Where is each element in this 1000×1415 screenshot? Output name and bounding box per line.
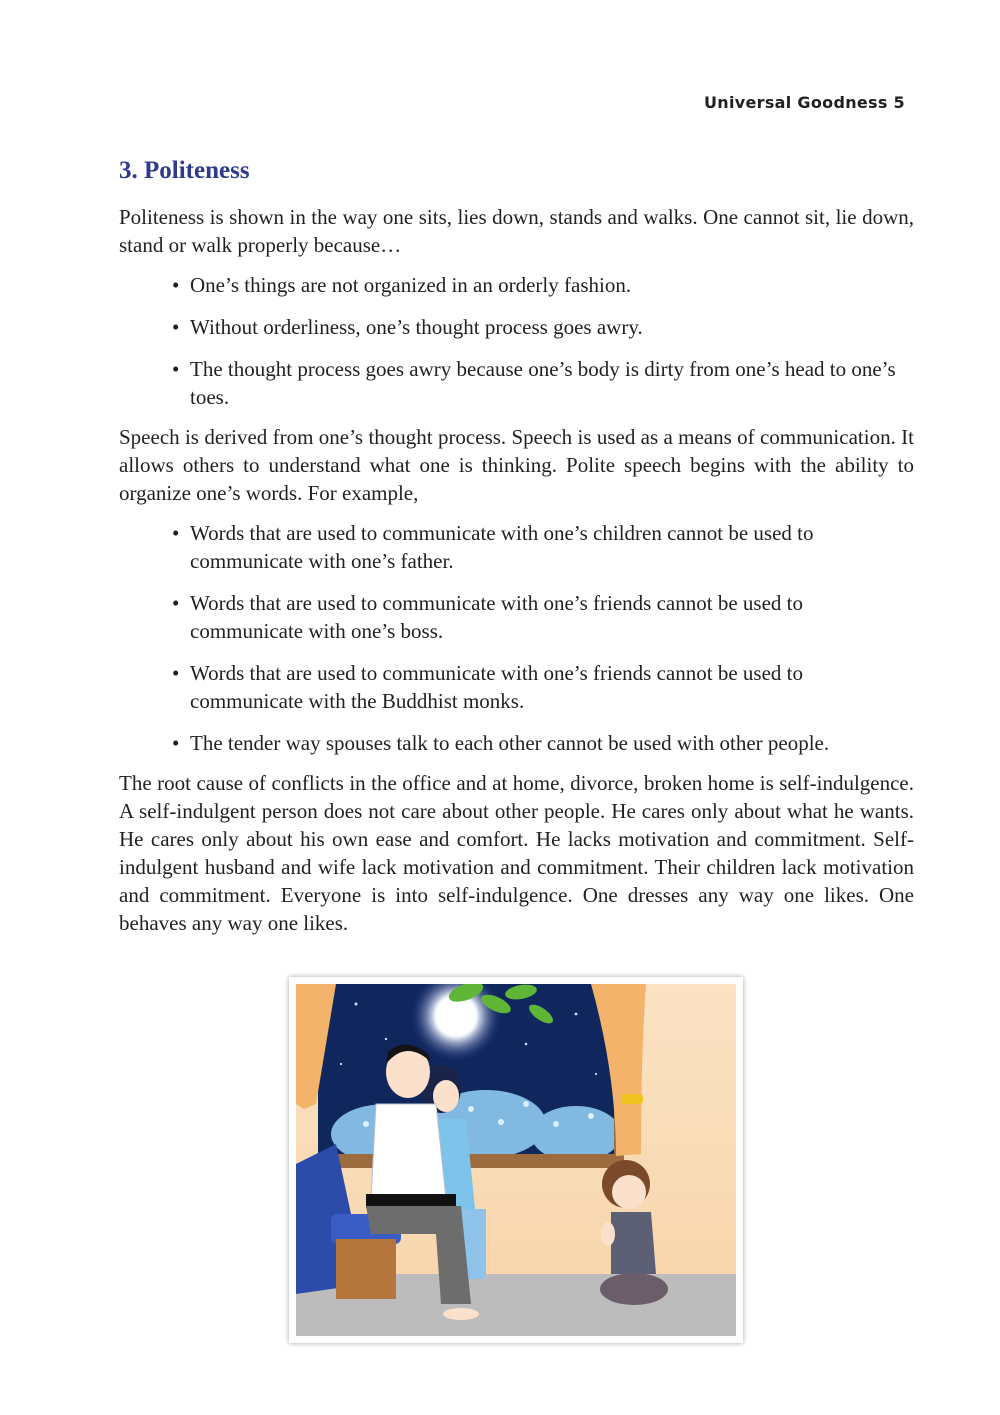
illustration-family-scene: [289, 977, 743, 1343]
bullet-icon: •: [172, 661, 180, 685]
bullet-icon: •: [172, 731, 180, 755]
bullet-icon: •: [172, 357, 180, 381]
bullet-list-reasons: [119, 271, 914, 411]
bullet-icon: •: [172, 591, 180, 615]
list-item: • The tender way spouses talk to each other cannot be used with other people.: [172, 731, 830, 755]
list-item: • One’s things are not organized in an orderly fashion.: [172, 273, 632, 297]
running-header: Universal Goodness 5: [704, 93, 905, 112]
section-title: 3. Politeness: [119, 157, 250, 184]
bullet-list-examples: [119, 519, 914, 757]
list-item: • Without orderliness, one’s thought process goes awry.: [172, 315, 643, 339]
list-item: • Words that are used to communicate with one’s children cannot be used to communicate with one’s father.: [172, 521, 814, 573]
page-body: [119, 203, 914, 937]
bullet-icon: •: [172, 521, 180, 545]
bullet-icon: •: [172, 315, 180, 339]
bullet-icon: •: [172, 273, 180, 297]
list-item: • Words that are used to communicate with one’s friends cannot be used to communicate with one’s boss.: [172, 591, 803, 643]
paragraph-speech: Speech is derived from one’s thought process. Speech is used as a means of communication. It allows others to understand what one is thinking. Polite speech begins with the ability to organize one’s words. For example,: [119, 425, 914, 505]
paragraph-intro: Politeness is shown in the way one sits, lies down, stands and walks. One cannot sit, lie down, stand or walk properly because…: [119, 205, 914, 257]
list-item: • Words that are used to communicate with one’s friends cannot be used to communicate with the Buddhist monks.: [172, 661, 803, 713]
paragraph-self-indulgence: The root cause of conflicts in the office and at home, divorce, broken home is self-indulgence. A self-indulgent person does not care about other people. He cares only about what he wants. He cares only about his own ease and comfort. He lacks motivation and commitment. Self-indulgent husband and wife lack motivation and commitment. Their children lack motivation and commitment. Everyone is into self-indulgence. One dresses any way one likes. One behaves any way one likes.: [119, 771, 914, 935]
list-item: • The thought process goes awry because one’s body is dirty from one’s head to one’s toes.: [172, 357, 896, 409]
moon-icon: [436, 996, 476, 1036]
illustration-art: [296, 984, 736, 1336]
